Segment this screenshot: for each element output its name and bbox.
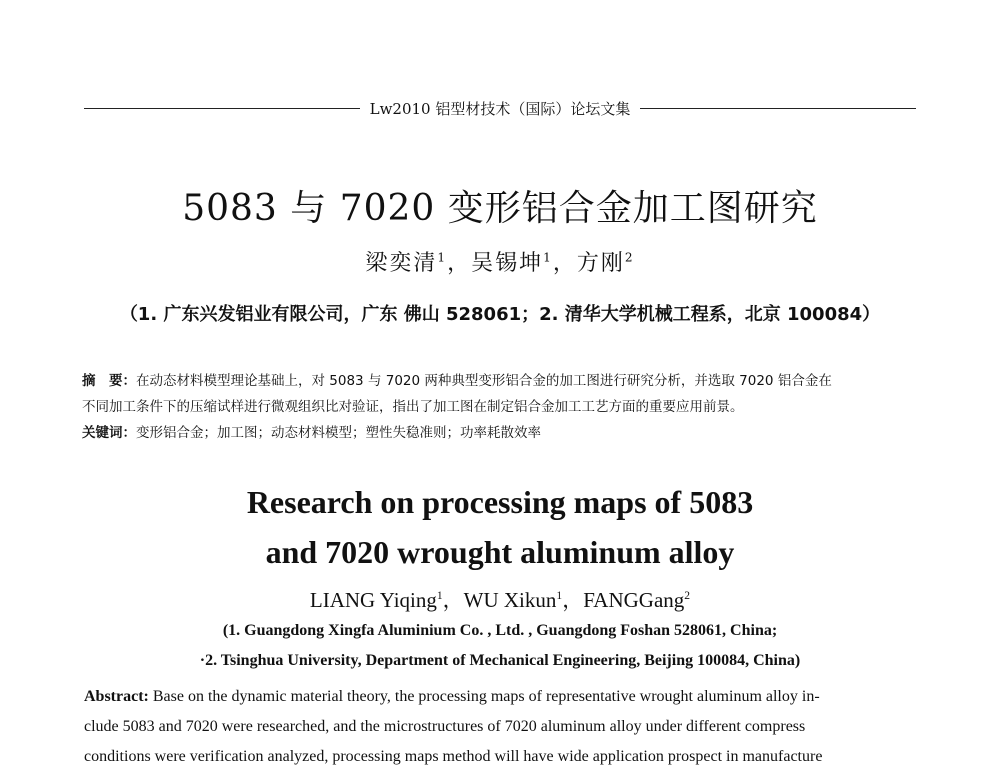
author-mark: 2 — [624, 250, 635, 265]
english-affiliation-1: (1. Guangdong Xingfa Aluminium Co. , Ltd. , Guangdong Foshan 528061, China; — [222, 622, 778, 639]
keywords-text: 变形铝合金；加工图；动态材料模型；塑性失稳准则；功率耗散效率 — [136, 425, 541, 441]
english-title-line-1: Research on processing maps of 5083 — [246, 484, 754, 520]
abstract-line: conditions were verification analyzed, processing maps method will have wide application prospect in manufacture — [84, 748, 823, 765]
header-rule-left — [84, 108, 360, 109]
author-mark: 1 — [436, 590, 443, 602]
author-name: FANGGang — [583, 588, 685, 612]
abstract-label: 摘 要： — [82, 373, 136, 389]
author-separator: ， — [447, 251, 472, 276]
chinese-title: 5083 与 7020 变形铝合金加工图研究 — [182, 188, 818, 229]
author-name: 吴锡坤 — [471, 251, 544, 276]
abstract-line — [84, 682, 916, 712]
author-mark: 1 — [437, 250, 448, 265]
author-separator: ， — [552, 251, 577, 276]
author-separator: ， — [562, 588, 584, 612]
english-authors — [0, 584, 1000, 614]
chinese-abstract — [82, 368, 918, 446]
author-name: 方刚 — [576, 251, 625, 276]
keywords-line — [82, 420, 918, 446]
keywords-label: 关键词： — [82, 425, 136, 441]
abstract-text: Base on the dynamic material theory, the processing maps of representative wrought aluminum alloy in- — [148, 688, 820, 705]
english-affiliation-2: ·2. Tsinghua University, Department of Mechanical Engineering, Beijing 100084, China) — [199, 652, 801, 669]
author-mark: 1 — [543, 250, 553, 265]
author-name: WU Xikun — [463, 588, 557, 612]
english-abstract — [84, 682, 916, 772]
running-header — [84, 98, 916, 119]
chinese-authors — [0, 246, 1000, 277]
english-title-line-2: and 7020 wrought aluminum alloy — [265, 534, 735, 570]
abstract-line: 不同加工条件下的压缩试样进行微观组织比对验证，指出了加工图在制定铝合金加工工艺方面的重要应用前景。 — [82, 399, 744, 415]
author-mark: 2 — [684, 590, 691, 602]
header-rule-right — [640, 108, 916, 109]
author-separator: ， — [442, 588, 464, 612]
header-text: Lw2010 铝型材技术（国际）论坛文集 — [369, 100, 631, 118]
abstract-line: clude 5083 and 7020 were researched, and the microstructures of 7020 aluminum alloy under different compress — [84, 718, 806, 735]
author-name: LIANG Yiqing — [309, 588, 437, 612]
chinese-affiliation: （1. 广东兴发铝业有限公司，广东 佛山 528061；2. 清华大学机械工程系，北京 100084） — [119, 304, 881, 325]
author-mark: 1 — [556, 590, 563, 602]
abstract-text: 在动态材料模型理论基础上，对 5083 与 7020 两种典型变形铝合金的加工图进行研究分析，并选取 7020 铝合金在 — [136, 373, 832, 389]
abstract-line — [82, 368, 918, 394]
abstract-label: Abstract: — [84, 688, 149, 705]
author-name: 梁奕清 — [365, 251, 438, 276]
